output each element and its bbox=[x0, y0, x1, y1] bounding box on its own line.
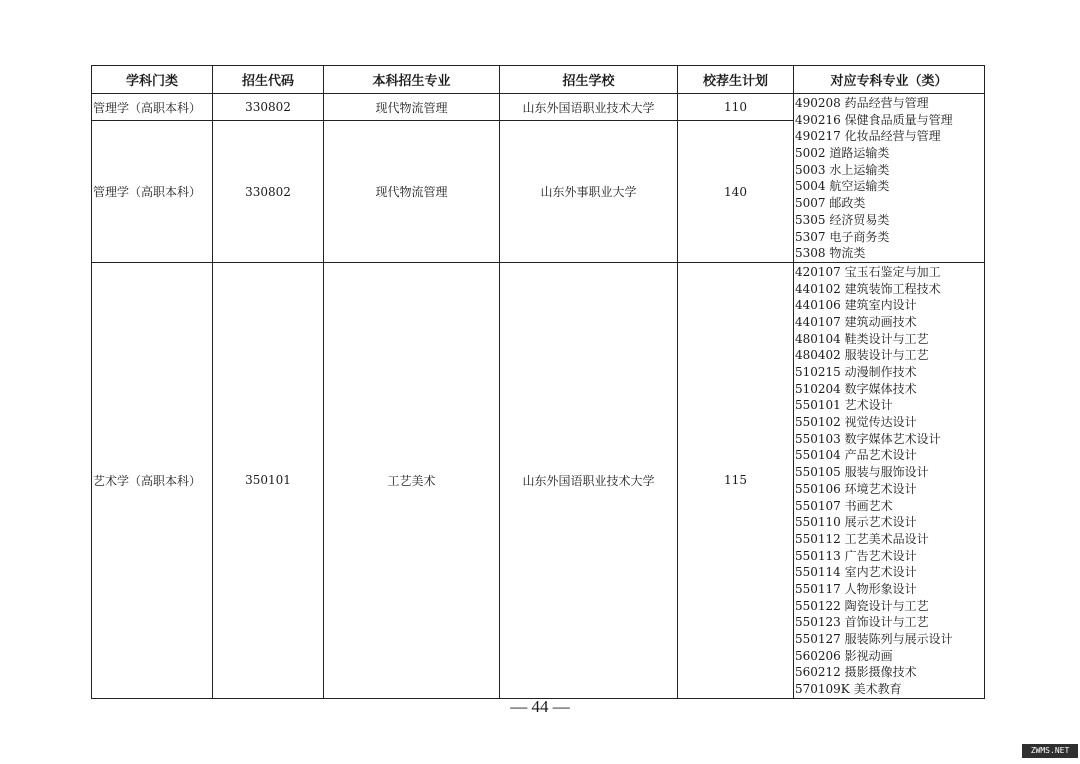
related-major-item: 480402 服装设计与工艺 bbox=[795, 348, 929, 363]
related-major-item: 550110 展示艺术设计 bbox=[795, 515, 917, 530]
related-major-item: 490216 保健食品质量与管理 bbox=[795, 112, 953, 127]
related-major-item: 5004 航空运输类 bbox=[795, 179, 890, 194]
related-major-item: 490208 药品经营与管理 bbox=[795, 96, 929, 110]
header-major: 本科招生专业 bbox=[324, 66, 500, 94]
cell-code: 330802 bbox=[213, 94, 324, 121]
cell-subject: 艺术学（高职本科） bbox=[92, 262, 213, 698]
admissions-table bbox=[91, 65, 985, 699]
related-major-item: 550102 视觉传达设计 bbox=[795, 415, 917, 430]
related-majors-list bbox=[795, 94, 984, 262]
cell-plan: 115 bbox=[678, 262, 794, 698]
related-major-item: 5002 道路运输类 bbox=[795, 146, 890, 161]
related-major-item: 550122 陶瓷设计与工艺 bbox=[795, 598, 929, 613]
related-major-item: 560206 影视动画 bbox=[795, 648, 893, 663]
cell-subject: 管理学（高职本科） bbox=[92, 121, 213, 263]
related-major-item: 440107 建筑动画技术 bbox=[795, 314, 917, 329]
related-major-item: 5003 水上运输类 bbox=[795, 162, 890, 177]
related-major-item: 550107 书画艺术 bbox=[795, 498, 893, 513]
related-major-item: 490217 化妆品经营与管理 bbox=[795, 129, 941, 144]
admissions-table-container bbox=[91, 65, 984, 699]
related-major-item: 550105 服装与服饰设计 bbox=[795, 465, 929, 480]
related-major-item: 550127 服装陈列与展示设计 bbox=[795, 632, 953, 646]
related-major-item: 550101 艺术设计 bbox=[795, 398, 893, 413]
related-major-item: 510204 数字媒体技术 bbox=[795, 381, 917, 396]
related-major-item: 560212 摄影摄像技术 bbox=[795, 665, 917, 680]
cell-school: 山东外国语职业技术大学 bbox=[500, 94, 678, 121]
cell-related-majors bbox=[794, 262, 985, 698]
cell-related-majors bbox=[794, 94, 985, 263]
related-major-item: 550114 室内艺术设计 bbox=[795, 565, 917, 580]
related-major-item: 5305 经济贸易类 bbox=[795, 212, 890, 227]
related-major-item: 440102 建筑装饰工程技术 bbox=[795, 281, 941, 296]
cell-plan: 110 bbox=[678, 94, 794, 121]
related-major-item: 550106 环境艺术设计 bbox=[795, 481, 917, 496]
cell-school: 山东外事职业大学 bbox=[500, 121, 678, 263]
related-major-item: 550103 数字媒体艺术设计 bbox=[795, 431, 941, 446]
related-major-item: 480104 鞋类设计与工艺 bbox=[795, 331, 929, 346]
related-major-item: 510215 动漫制作技术 bbox=[795, 365, 917, 379]
related-major-item: 550104 产品艺术设计 bbox=[795, 448, 917, 463]
table-row bbox=[92, 262, 985, 698]
cell-code: 350101 bbox=[213, 262, 324, 698]
related-major-item: 550123 首饰设计与工艺 bbox=[795, 615, 929, 630]
page-number: — 44 — bbox=[510, 697, 570, 716]
header-school: 招生学校 bbox=[500, 66, 678, 94]
cell-subject: 管理学（高职本科） bbox=[92, 94, 213, 121]
related-majors-list bbox=[795, 263, 984, 698]
watermark-logo: ZWMS.NET bbox=[1022, 744, 1078, 758]
related-major-item: 550113 广告艺术设计 bbox=[795, 548, 917, 563]
related-major-item: 5308 物流类 bbox=[795, 246, 866, 261]
related-major-item: 5007 邮政类 bbox=[795, 196, 866, 211]
header-subject: 学科门类 bbox=[92, 66, 213, 94]
table-row bbox=[92, 94, 985, 121]
header-code: 招生代码 bbox=[213, 66, 324, 94]
cell-school: 山东外国语职业技术大学 bbox=[500, 262, 678, 698]
related-major-item: 550112 工艺美术品设计 bbox=[795, 531, 929, 546]
table-header-row bbox=[92, 66, 985, 94]
cell-code: 330802 bbox=[213, 121, 324, 263]
related-major-item: 550117 人物形象设计 bbox=[795, 581, 917, 596]
cell-major: 现代物流管理 bbox=[324, 94, 500, 121]
related-major-item: 5307 电子商务类 bbox=[795, 229, 890, 244]
header-plan: 校荐生计划 bbox=[678, 66, 794, 94]
related-major-item: 440106 建筑室内设计 bbox=[795, 298, 917, 313]
cell-major: 现代物流管理 bbox=[324, 121, 500, 263]
cell-major: 工艺美术 bbox=[324, 262, 500, 698]
related-major-item: 570109K 美术教育 bbox=[795, 682, 902, 697]
header-related-majors: 对应专科专业（类） bbox=[794, 66, 985, 94]
cell-plan: 140 bbox=[678, 121, 794, 263]
related-major-item: 420107 宝玉石鉴定与加工 bbox=[795, 264, 941, 279]
